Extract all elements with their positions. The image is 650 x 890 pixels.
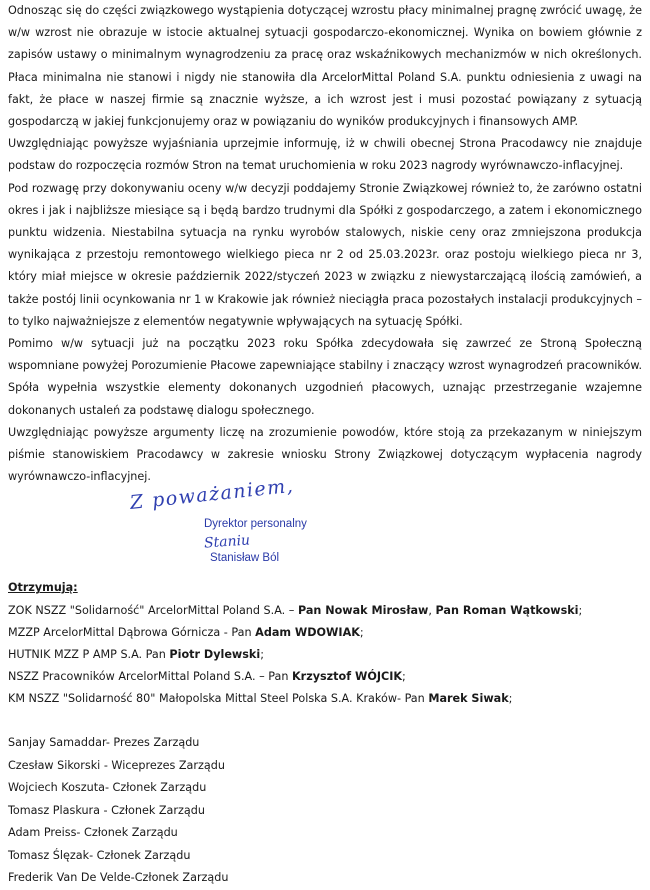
- handwritten-signature: Staniu: [203, 532, 251, 553]
- board-member: Czesław Sikorski - Wiceprezes Zarządu: [8, 758, 225, 772]
- recipient-separator: ,: [428, 604, 436, 618]
- letter-page: [8, 0, 642, 890]
- recipient-end: ;: [508, 692, 513, 706]
- board-member: Frederik Van De Velde-Członek Zarządu: [8, 871, 229, 885]
- recipient-org: MZZP ArcelorMittal Dąbrowa Górnicza - Pan: [8, 626, 256, 640]
- recipient-line: [8, 600, 642, 622]
- board-member: Tomasz Ślęzak- Członek Zarządu: [8, 848, 191, 862]
- paragraph-difficult-situation: Pod rozwagę przy dokonywaniu oceny w/w decyzji poddajemy Stronie Związkowej również to, że zarówno ostatni okres i jak i najbliższe miesiące są i będą bardzo trudnymi dla Spółki z gospodarczego, a zatem i ekonomicznego punktu widzenia. Niestabilna sytuacja na rynku wyrobów stalowych, niskie ceny oraz zmniejszona produkcja wynikająca z przestoju remontowego wielkiego pieca nr 2 od 25.03.2023r. oraz postoju wielkiego pieca nr 3, który miał miejsce w okresie październik 2022/styczeń 2023 w związku z niewystarczającą ilością zamówień, a także postój linii ocynkowania nr 1 w Krakowie jak również nieciągła praca pozostałych instalacji produkcyjnych – to tylko najważniejsze z elementów negatywnie wpływających na sytuację Spółki.: [8, 181, 642, 328]
- board-member: Wojciech Koszuta- Członek Zarządu: [8, 781, 207, 795]
- paragraph-wage-agreement: Pomimo w/w sytuacji już na początku 2023 roku Spółka zdecydowała się zawrzeć ze Stroną Społeczną wspomniane powyżej Porozumienie Płacowe zapewniające stabilny i znaczący wzrost wynagrodzeń pracowników. Spóła wypełnia wszystkie elementy dokonanych uzgodnień płacowych, uznając przestrzeganie wzajemne dokonanych ustaleń za podstawę dialogu społecznego.: [8, 337, 642, 417]
- recipient-org: HUTNIK MZZ P AMP S.A. Pan: [8, 648, 170, 662]
- recipient-org: KM NSZZ "Solidarność 80" Małopolska Mittal Steel Polska S.A. Kraków- Pan: [8, 692, 429, 706]
- recipient-end: ;: [578, 604, 583, 618]
- recipient-line: [8, 644, 642, 666]
- signature-block: [8, 475, 642, 584]
- board-list: [8, 732, 642, 890]
- recipient-line: [8, 666, 642, 688]
- recipients-heading: Otrzymują:: [8, 581, 78, 595]
- paragraph-no-basis: Uwzględniając powyższe wyjaśniania uprzejmie informuję, iż w chwili obecnej Strona Pracodawcy nie znajduje podstaw do rozpoczęcia rozmów Stron na temat uruchomienia w roku 2023 nagrody wyrównawczo-inflacyjnej.: [8, 137, 642, 173]
- recipient-person: Pan Nowak Mirosław: [297, 604, 429, 618]
- recipient-person: Krzysztof WÓJCIK: [292, 670, 403, 684]
- spacer: [8, 710, 642, 732]
- recipient-org: NSZZ Pracowników ArcelorMittal Poland S.A. – Pan: [8, 670, 293, 684]
- recipient-org: ZOK NSZZ "Solidarność" ArcelorMittal Poland S.A. –: [8, 604, 298, 618]
- recipient-end: ;: [402, 670, 406, 684]
- recipient-person-2: Pan Roman Wątkowski: [435, 604, 579, 618]
- recipient-person: Adam WDOWIAK: [255, 626, 360, 640]
- board-member: Adam Preiss- Członek Zarządu: [8, 826, 178, 840]
- board-member: Sanjay Samaddar- Prezes Zarządu: [8, 736, 200, 750]
- recipient-end: ;: [359, 626, 364, 640]
- recipient-line: [8, 622, 642, 644]
- signatory-name: Stanisław Ból: [210, 552, 280, 565]
- signatory-title: Dyrektor personalny: [204, 518, 307, 531]
- recipients-list: [8, 600, 642, 710]
- handwritten-greeting: Z poważaniem,: [128, 475, 296, 515]
- recipient-line: [8, 688, 642, 710]
- paragraph-conclusion: Uwzględniając powyższe argumenty liczę na zrozumienie powodów, które stoją za przekazanym w niniejszym piśmie stanowiskiem Pracodawcy w zakresie wniosku Strony Związkowej dotyczącym wypłacenia nagrody wyrównawczo-inflacyjnej.: [8, 425, 642, 484]
- recipient-person: Piotr Dylewski: [169, 648, 261, 662]
- board-member: Tomasz Plaskura - Członek Zarządu: [8, 803, 205, 817]
- recipient-end: ;: [260, 648, 264, 662]
- recipient-person: Marek Siwak: [428, 692, 509, 706]
- paragraph-minimum-wage: Odnosząc się do części związkowego wystąpienia dotyczącej wzrostu płacy minimalnej pragnę zwrócić uwagę, że w/w wzrost nie obrazuje w istocie aktualnej sytuacji gospodarczo-ekonomicznej. Wynika on bowiem głównie z zapisów ustawy o minimalnym wynagrodzeniu za pracę oraz wskaźnikowych mechanizmów w nich określonych. Płaca minimalna nie stanowi i nigdy nie stanowiła dla ArcelorMittal Poland S.A. punktu odniesienia z uwagi na fakt, że płace w naszej firmie są znacznie wyższe, a ich wzrost jest i musi pozostać powiązany z sytuacją gospodarczą w jakiej funkcjonujemy oraz w powiązaniu do wyników produkcyjnych i finansowych AMP.: [8, 4, 642, 129]
